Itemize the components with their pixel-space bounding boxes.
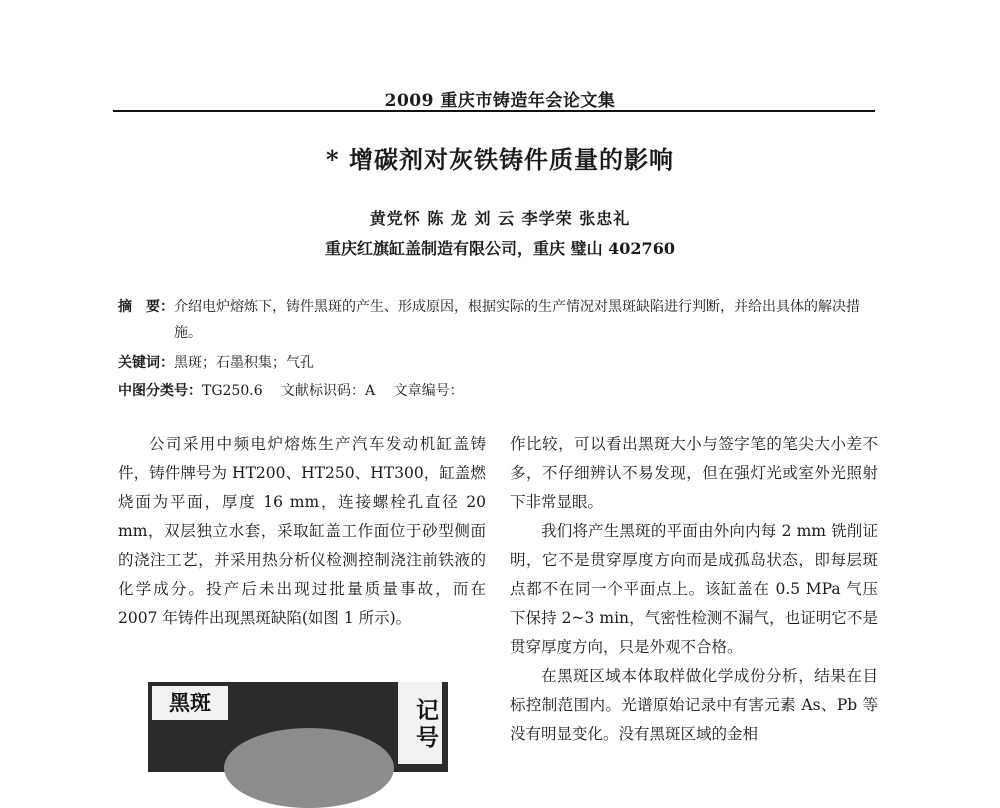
classification-label: 中图分类号： <box>118 383 202 399</box>
figure-1-photo <box>148 682 448 772</box>
casting-sample-image <box>224 728 394 808</box>
classification <box>118 378 878 404</box>
abstract-label: 摘 要： <box>118 299 174 315</box>
affiliation: 重庆红旗缸盖制造有限公司，重庆 璧山 402760 <box>325 239 675 258</box>
classification-text: TG250.6 文献标识码：A 文章编号： <box>202 383 464 399</box>
keywords-text: 黑斑；石墨积集；气孔 <box>174 355 314 371</box>
abstract-text: 介绍电炉熔炼下，铸件黑斑的产生、形成原因，根据实际的生产情况对黑斑缺陷进行判断，并给出具体的解决措施。 <box>174 299 860 341</box>
abstract <box>118 294 878 346</box>
paper-title: * 增碳剂对灰铁铸件质量的影响 <box>326 145 674 174</box>
running-header: 2009 重庆市铸造年会论文集 <box>384 91 616 111</box>
figure-label-mark: 记号 <box>398 682 442 764</box>
body-left-column <box>118 430 486 633</box>
keywords-label: 关键词： <box>118 355 174 371</box>
body-paragraph: 在黑斑区域本体取样做化学成份分析，结果在目标控制范围内。光谱原始记录中有害元素 As、Pb 等没有明显变化。没有黑斑区域的金相 <box>510 667 878 743</box>
figure-label-black-spot: 黑斑 <box>152 686 228 720</box>
header-rule <box>113 110 875 112</box>
author-list: 黄党怀 陈 龙 刘 云 李学荣 张忠礼 <box>369 209 631 228</box>
body-right-column <box>510 430 878 749</box>
body-paragraph: 作比较，可以看出黑斑大小与签字笔的笔尖大小差不多，不仔细辨认不易发现，但在强灯光或室外光照射下非常显眼。 <box>510 435 878 511</box>
body-paragraph: 公司采用中频电炉熔炼生产汽车发动机缸盖铸件，铸件牌号为 HT200、HT250、HT300，缸盖燃烧面为平面，厚度 16 mm，连接螺栓孔直径 20 mm，双层独立水套，采取缸盖工作面位于砂型侧面的浇注工艺，并采用热分析仪检测控制浇注前铁液的化学成分。投产后未出现过批量质量事故，而在 2007 年铸件出现黑斑缺陷(如图 1 所示)。 <box>118 435 486 627</box>
body-paragraph: 我们将产生黑斑的平面由外向内每 2 mm 铣削证明，它不是贯穿厚度方向而是成孤岛状态，即每层斑点都不在同一个平面点上。该缸盖在 0.5 MPa 气压下保持 2~3 min，气密性检测不漏气，也证明它不是贯穿厚度方向，只是外观不合格。 <box>510 522 878 656</box>
keywords <box>118 350 878 376</box>
